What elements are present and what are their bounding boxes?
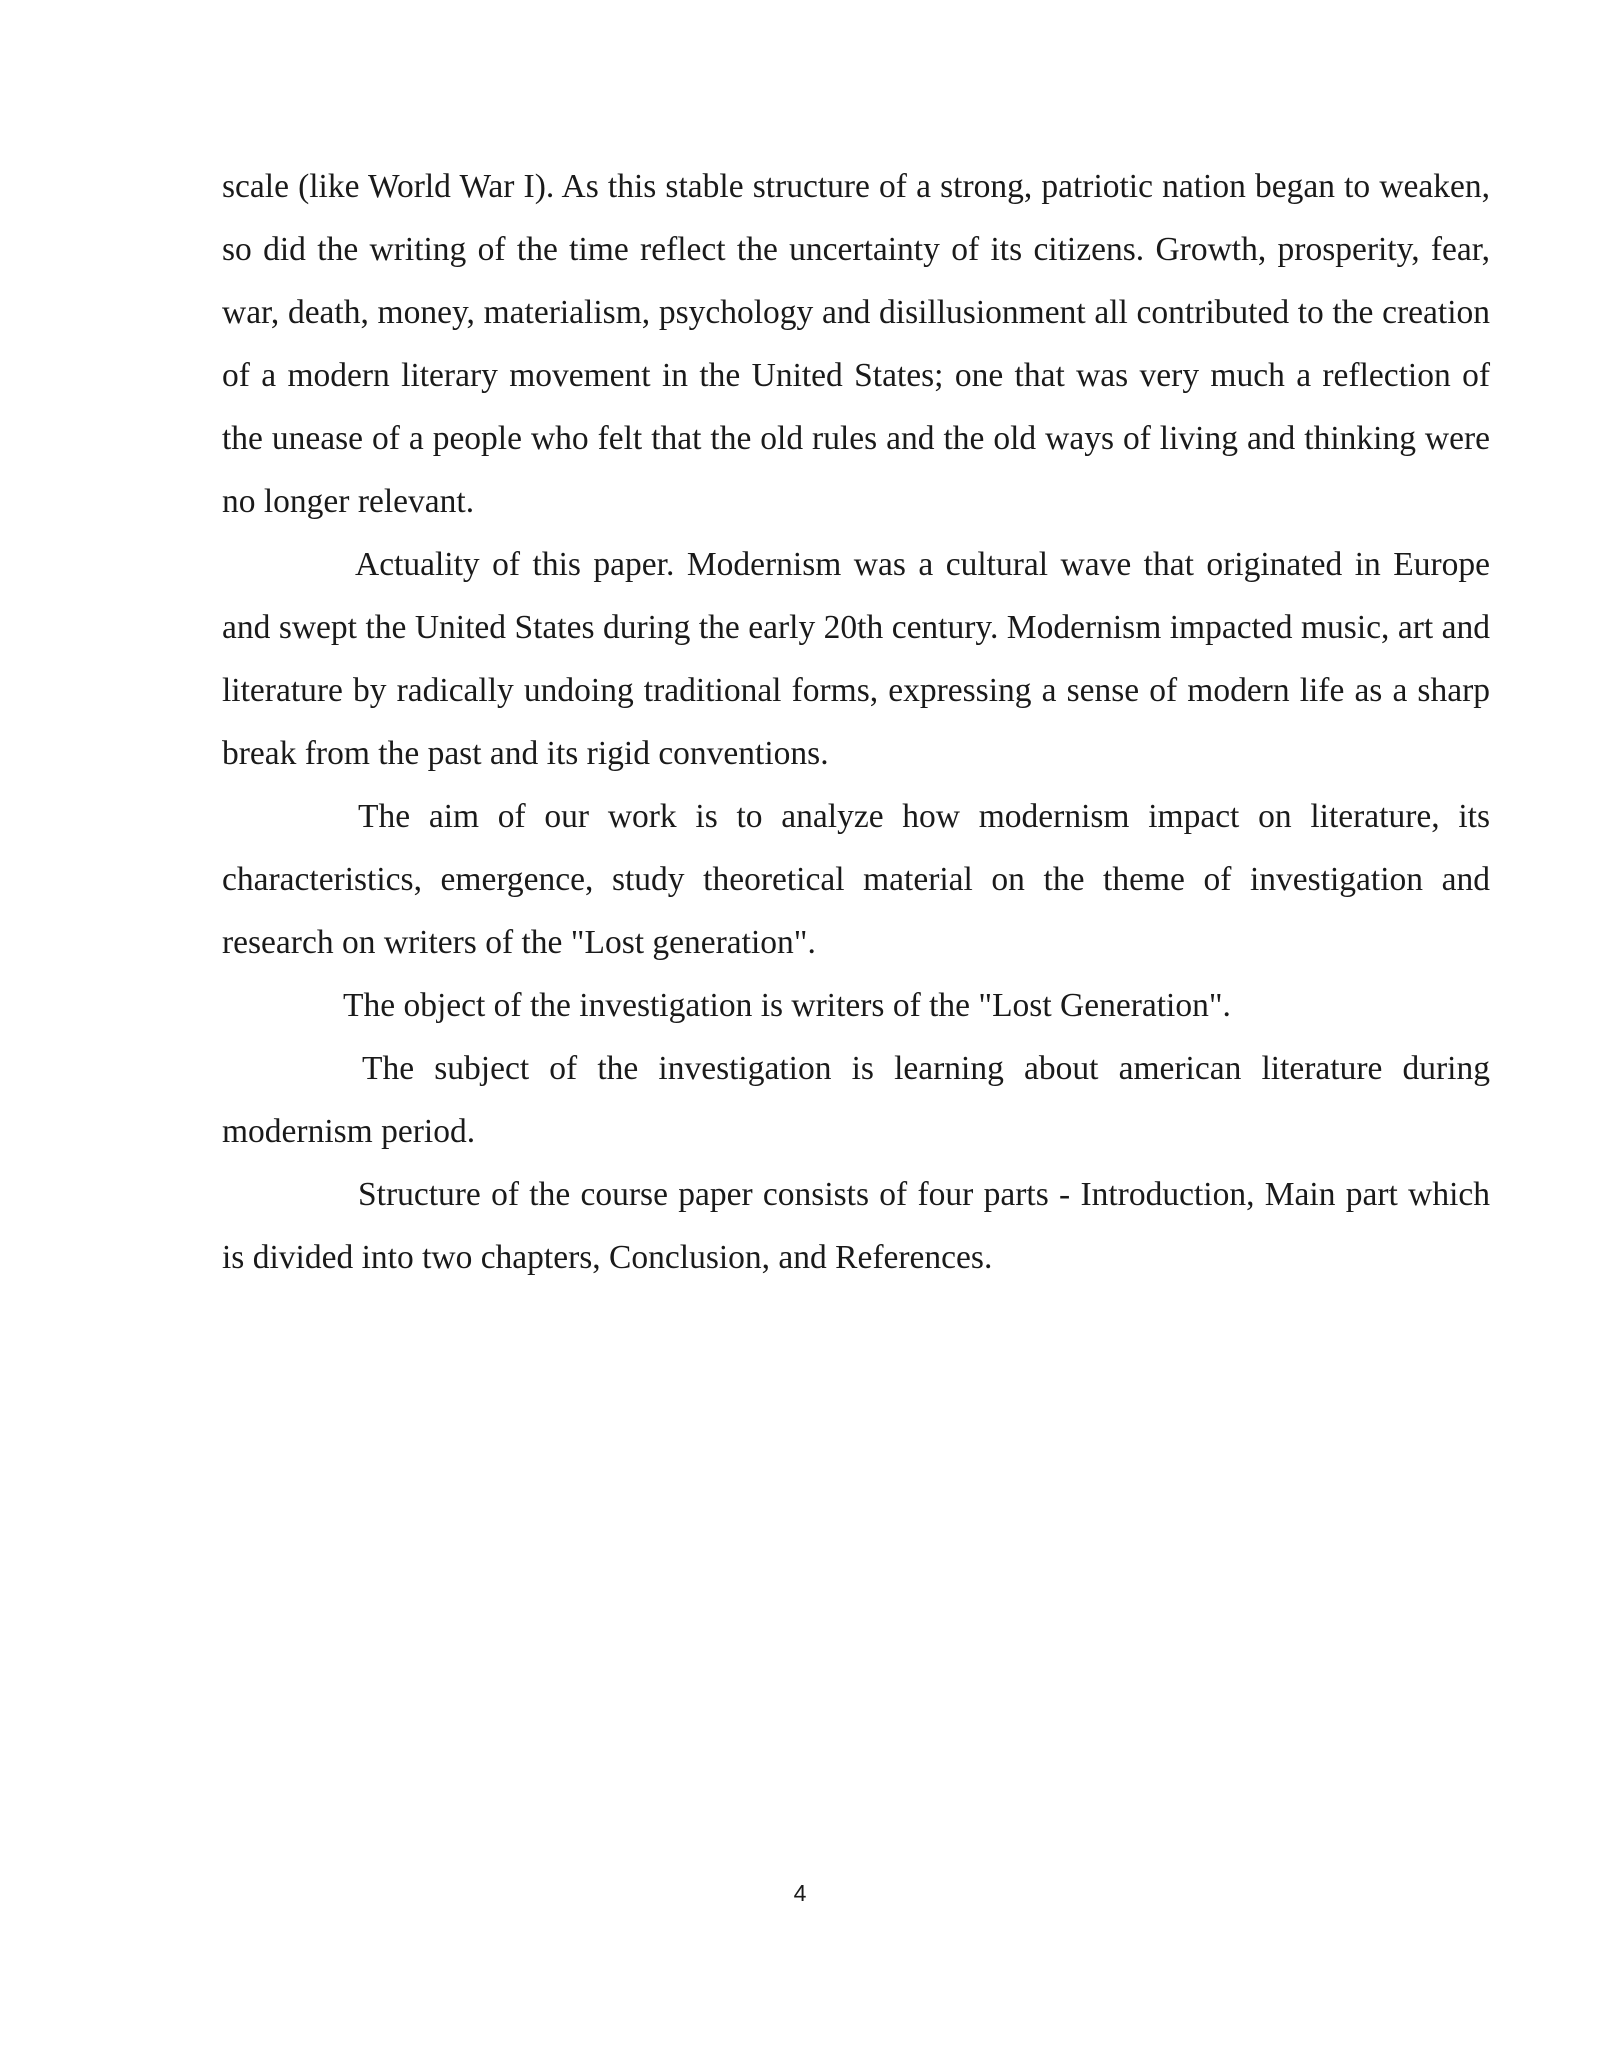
page-number: 4 — [793, 1880, 807, 1906]
paragraph-subject: The subject of the investigation is learning about american literature during modernism period. — [222, 1050, 1490, 1150]
paragraph-object: The object of the investigation is writers of the "Lost Generation". — [343, 987, 1231, 1024]
paragraph-structure: Structure of the course paper consists of four parts - Introduction, Main part which is divided into two chapters, Conclusion, and References. — [222, 1176, 1490, 1276]
body-text — [222, 155, 1490, 1289]
paragraph-continuation: scale (like World War I). As this stable structure of a strong, patriotic nation began to weaken, so did the writing of the time reflect the uncertainty of its citizens. Growth, prosperity, fear, war, death, money, materialism, psychology and disillusionment all contributed to the creation of a modern literary movement in the United States; one that was very much a reflection of the unease of a people who felt that the old rules and the old ways of living and thinking were no longer relevant. — [222, 168, 1490, 520]
paragraph-aim: The aim of our work is to analyze how modernism impact on literature, its characteristics, emergence, study theoretical material on the theme of investigation and research on writers of the "Lost generation". — [222, 798, 1490, 961]
paragraph-actuality: Actuality of this paper. Modernism was a cultural wave that originated in Europe and swept the United States during the early 20th century. Modernism impacted music, art and literature by radically undoing traditional forms, expressing a sense of modern life as a sharp break from the past and its rigid conventions. — [222, 546, 1490, 772]
